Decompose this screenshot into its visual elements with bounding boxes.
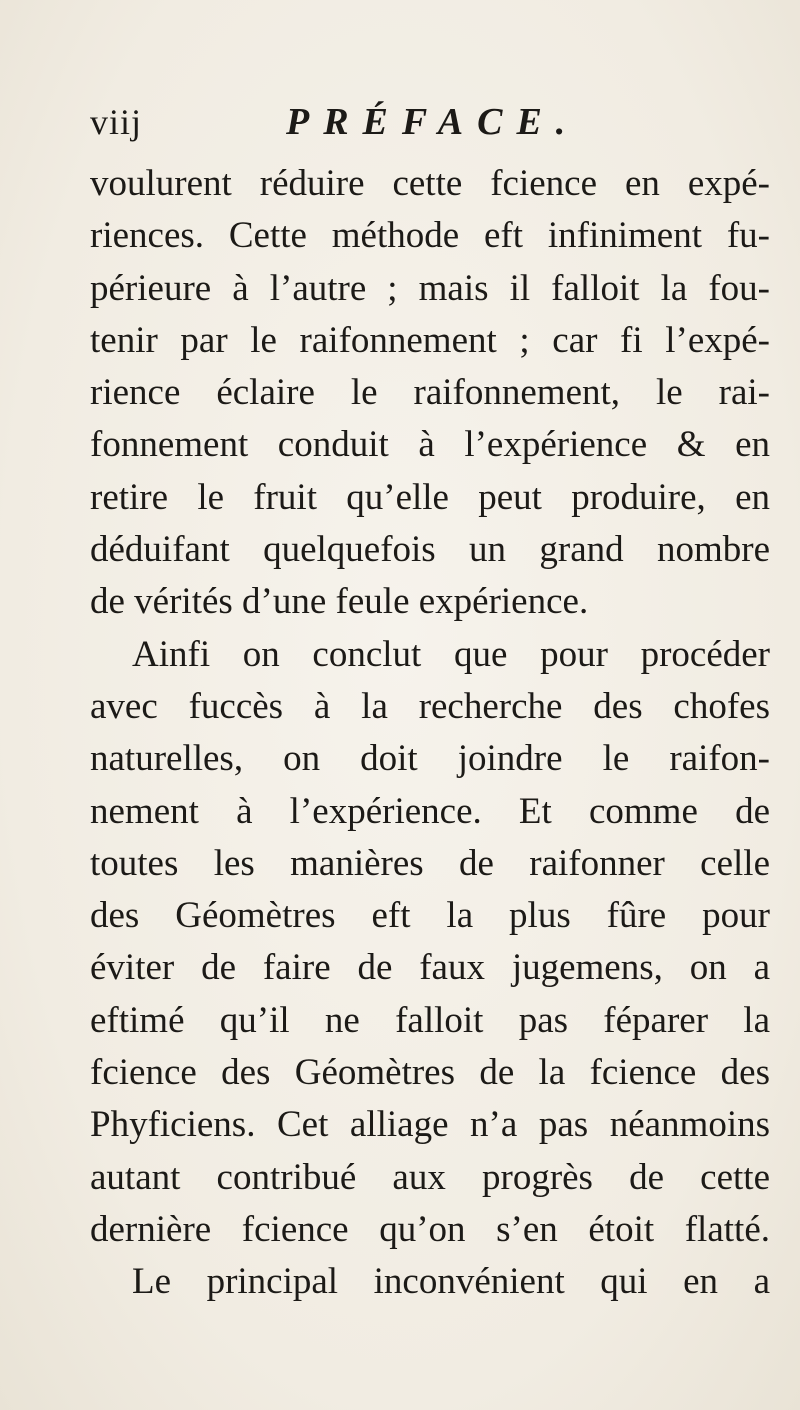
text-line: des Géomètres eft la plus fûre pour — [90, 895, 770, 937]
text-line: Le principal inconvénient qui en a — [132, 1261, 770, 1303]
text-line: naturelles, on doit joindre le raifon- — [90, 738, 770, 780]
text-line: fonnement conduit à l’expérience & en — [90, 424, 770, 466]
text-line: éviter de faire de faux jugemens, on a — [90, 947, 770, 989]
text-line: voulurent réduire cette fcience en expé- — [90, 163, 770, 204]
text-line: riences. Cette méthode eft infiniment fu- — [90, 215, 770, 257]
text-line: nement à l’expérience. Et comme de — [90, 790, 770, 832]
text-line: périeure à l’autre ; mais il falloit la fou- — [90, 267, 770, 309]
text-line: dernière fcience qu’on s’en étoit flatté. — [90, 1208, 770, 1250]
text-line: déduifant quelquefois un grand nombre — [90, 529, 770, 571]
text-line: Ainfi on conclut que pour procéder — [132, 633, 770, 675]
text-line: Phyficiens. Cet alliage n’a pas néanmoins — [90, 1104, 770, 1146]
text-line: de vérités d’une feule expérience. — [90, 581, 589, 623]
page-number: viij — [90, 102, 143, 142]
body-text — [90, 158, 770, 1309]
text-line: eftimé qu’il ne falloit pas féparer la — [90, 999, 770, 1041]
text-line: fcience des Géomètres de la fcience des — [90, 1052, 770, 1094]
running-head — [90, 92, 770, 152]
text-line: retire le fruit qu’elle peut produire, en — [90, 476, 770, 518]
text-line: rience éclaire le raifonnement, le rai- — [90, 372, 770, 414]
text-line: autant contribué aux progrès de cette — [90, 1156, 770, 1198]
text-line: avec fuccès à la recherche des chofes — [90, 685, 770, 727]
text-line: tenir par le raifonnement ; car fi l’expé- — [90, 319, 770, 361]
text-line: toutes les manières de raifonner celle — [90, 842, 770, 884]
running-head-title: PRÉFACE. — [286, 101, 580, 143]
